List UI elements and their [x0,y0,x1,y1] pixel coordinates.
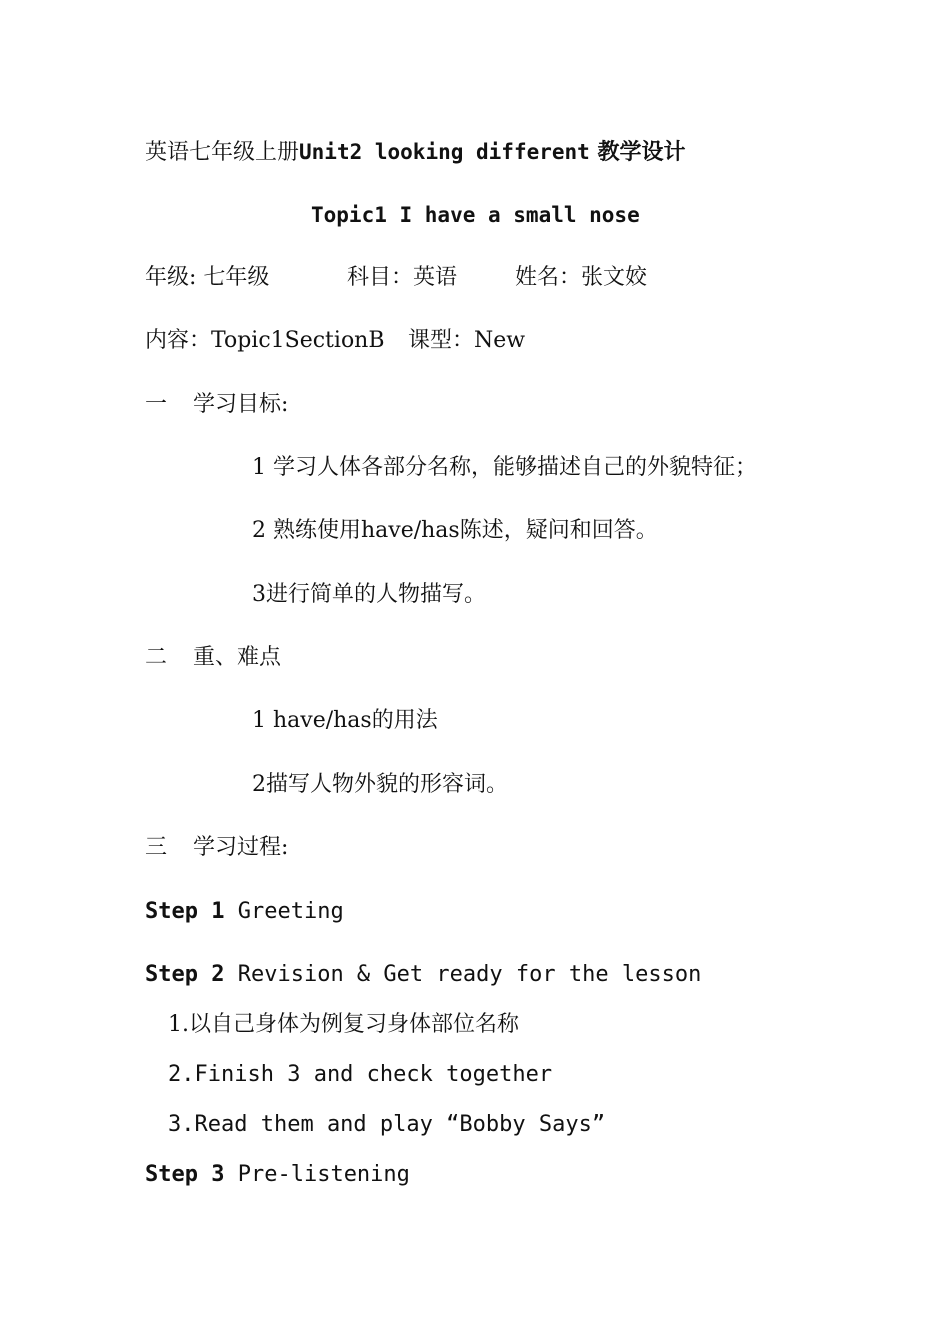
section2-number: 二 [145,645,168,670]
section1-number: 一 [145,392,168,417]
step-2 [145,960,701,990]
title-english: Unit2 looking different [299,140,590,164]
step-text: Greeting [224,899,344,924]
section2-item: 2描写人物外貌的形容词。 [252,772,508,797]
document-title [145,137,685,168]
topic-title: Topic1 I have a small nose [311,203,640,227]
section1-item: 2 熟练使用have/has陈述，疑问和回答。 [252,518,658,543]
step2-item: 1.以自己身体为例复习身体部位名称 [168,1012,519,1037]
section1-heading: 学习目标: [193,392,289,417]
title-prefix: 英语七年级上册 [145,140,300,165]
step-text: Pre-listening [224,1162,410,1187]
section2-item: 1 have/has的用法 [252,708,438,733]
step-label: Step 2 [145,962,225,987]
step-label: Step 1 [145,899,225,924]
step2-item: 2.Finish 3 and check together [168,1062,553,1087]
section3-heading: 学习过程: [193,835,289,860]
info-subject: 科目：英语 [347,265,458,290]
title-suffix: 教学设计 [589,139,686,165]
step-3 [145,1160,410,1190]
info-grade: 年级: 七年级 [145,265,270,290]
section2-heading: 重、难点 [193,645,282,670]
step-1 [145,897,344,927]
step2-item: 3.Read them and play “Bobby Says” [168,1112,606,1137]
content-info: 内容：Topic1SectionB [145,328,385,353]
step-label: Step 3 [145,1162,225,1187]
section1-item: 1 学习人体各部分名称，能够描述自己的外貌特征； [252,455,757,480]
step-text: Revision & Get ready for the lesson [224,962,702,987]
info-name: 姓名：张文姣 [515,265,648,290]
section3-number: 三 [145,835,168,860]
section1-item: 3进行简单的人物描写。 [252,582,486,607]
lesson-type: 课型：New [408,328,526,353]
